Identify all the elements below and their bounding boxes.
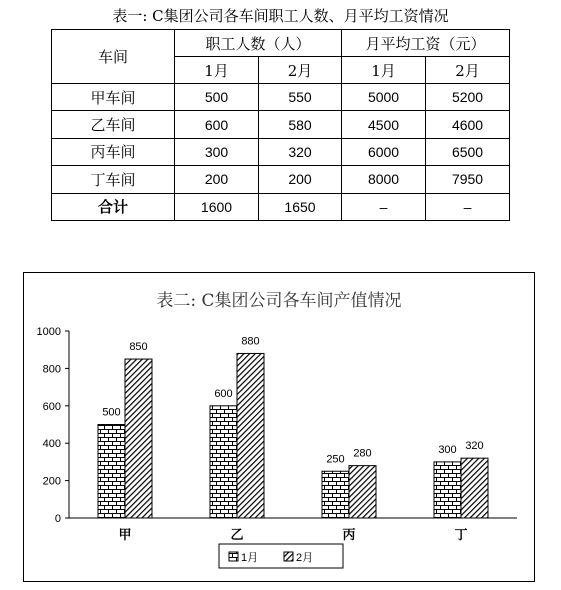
table-cell: 200: [175, 166, 259, 193]
row-label: 合计: [52, 193, 175, 220]
data-label: 880: [241, 335, 260, 348]
table-cell: 7950: [426, 166, 510, 193]
table-cell: 4500: [342, 111, 426, 138]
header-month: 2月: [259, 57, 342, 84]
legend-swatch: [229, 552, 238, 561]
table-row: [52, 84, 510, 111]
data-label: 250: [326, 453, 345, 466]
table-cell: 580: [259, 111, 342, 138]
table-row-total: [52, 193, 510, 220]
x-tick-label: 丙: [342, 528, 356, 543]
table-cell: 1600: [175, 193, 259, 220]
x-tick-label: 甲: [118, 528, 132, 543]
bar: [434, 462, 461, 518]
table-cell: 500: [175, 84, 259, 111]
chart-legend: [219, 544, 343, 568]
row-label: 乙车间: [52, 111, 175, 138]
row-label: 丁车间: [52, 166, 175, 193]
bar: [98, 425, 125, 519]
bar-series: [98, 335, 488, 518]
table1-title: 表一: C集团公司各车间职工人数、月平均工资情况: [112, 7, 449, 25]
staff-wage-table: [51, 29, 510, 221]
table-cell: 5000: [342, 84, 426, 111]
y-tick-label: 800: [42, 363, 61, 376]
header-month: 1月: [175, 57, 259, 84]
data-label: 280: [353, 447, 372, 460]
table-cell: 600: [175, 111, 259, 138]
output-value-chart: [23, 272, 535, 582]
table-cell: 6000: [342, 138, 426, 165]
table-cell: 1650: [259, 193, 342, 220]
table-cell: –: [426, 193, 510, 220]
x-axis: [69, 518, 517, 543]
bar: [349, 466, 376, 518]
table-cell: 200: [259, 166, 342, 193]
bar: [461, 458, 488, 518]
table-row: [52, 111, 510, 138]
y-tick-label: 0: [54, 513, 61, 525]
legend-label: 1月: [241, 552, 259, 564]
table-cell: 8000: [342, 166, 426, 193]
table-cell: 320: [259, 138, 342, 165]
y-tick-label: 400: [42, 438, 61, 451]
y-tick-label: 200: [42, 475, 61, 488]
table-cell: 550: [259, 84, 342, 111]
data-label: 500: [102, 406, 121, 419]
bar: [125, 359, 152, 518]
x-tick-label: 丁: [454, 528, 468, 543]
table-cell: –: [342, 193, 426, 220]
header-workshop: 车间: [52, 30, 175, 84]
data-label: 300: [438, 443, 457, 456]
bar: [322, 471, 349, 518]
table-cell: 4600: [426, 111, 510, 138]
data-label: 600: [214, 387, 233, 400]
header-month: 1月: [342, 57, 426, 84]
data-label: 850: [129, 341, 148, 354]
table-row: [52, 166, 510, 193]
y-tick-label: 1000: [36, 326, 61, 338]
chart-canvas: [24, 273, 534, 581]
data-label: 320: [465, 440, 484, 453]
table-cell: 5200: [426, 84, 510, 111]
legend-label: 2月: [296, 552, 314, 564]
table-row: [52, 138, 510, 165]
legend-swatch: [284, 552, 293, 561]
header-month: 2月: [426, 57, 510, 84]
chart-title: 表二: C集团公司各车间产值情况: [156, 291, 402, 311]
table-cell: 6500: [426, 138, 510, 165]
bar: [210, 406, 237, 518]
y-tick-label: 600: [42, 400, 61, 413]
table-cell: 300: [175, 138, 259, 165]
x-tick-label: 乙: [230, 528, 244, 543]
bar: [237, 353, 264, 518]
header-avg-wage: 月平均工资（元）: [342, 30, 510, 57]
row-label: 丙车间: [52, 138, 175, 165]
row-label: 甲车间: [52, 84, 175, 111]
header-staff-count: 职工人数（人）: [175, 30, 342, 57]
y-axis: [37, 326, 69, 525]
